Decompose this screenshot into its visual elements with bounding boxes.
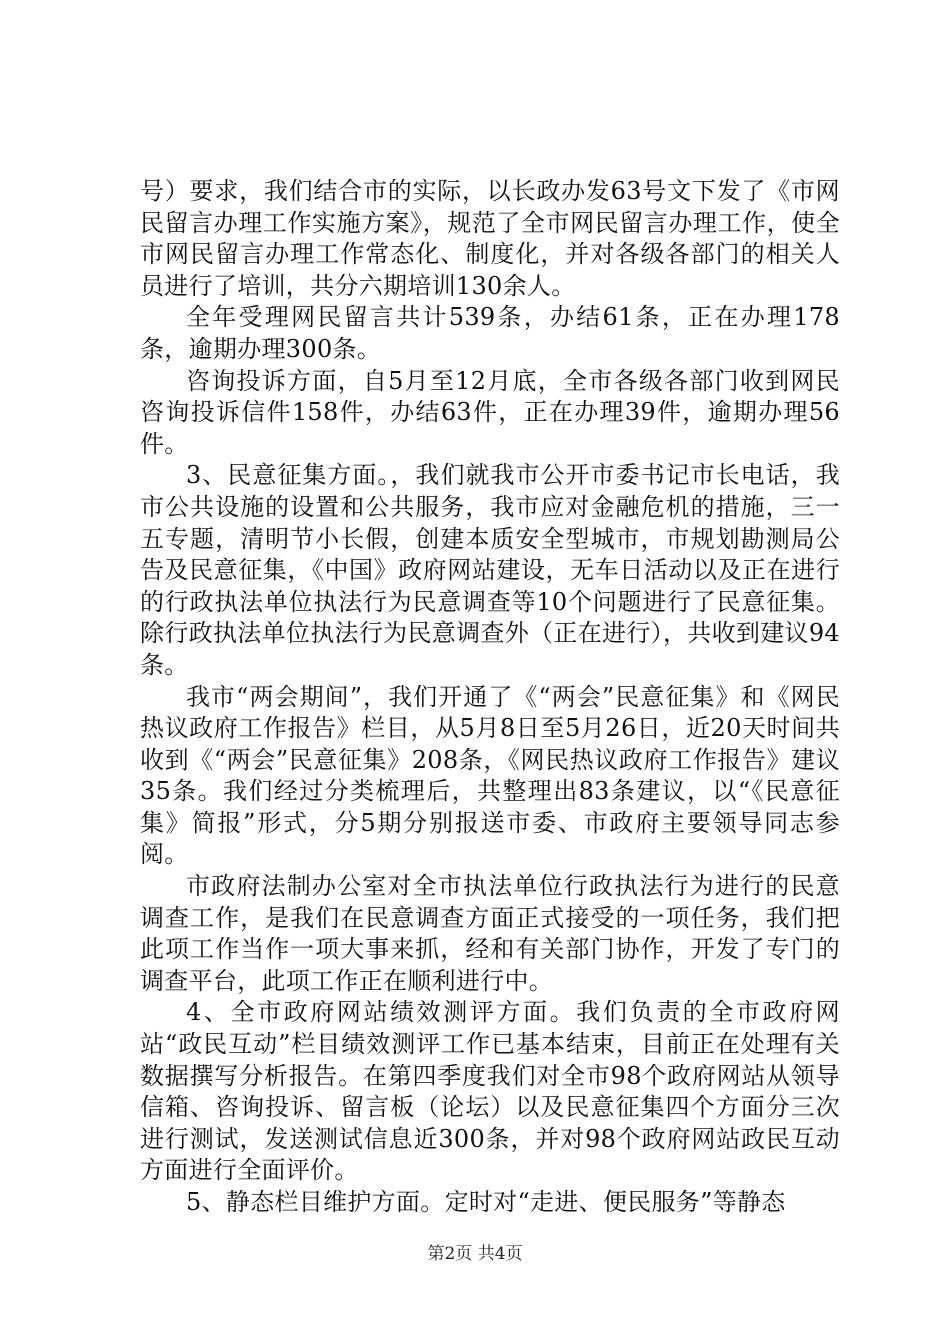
paragraph-2: 全年受理网民留言共计539条，办结61条，正在办理178条，逾期办理300条。 bbox=[140, 303, 840, 363]
paragraph-4: 3、民意征集方面。，我们就我市公开市委书记市长电话，我市公共设施的设置和公共服务，我市应对金融危机的措施，三一五专题，清明节小长假，创建本质安全型城市，市规划勘测局公告及民意征集，《中国》政府网站建设，无车日活动以及正在进行的行政执法单位执法行为民意调查等10个问题进行了民意征集。除行政执法单位执法行为民意调查外（正在进行），共收到建议94条。 bbox=[140, 461, 840, 679]
paragraph-1: 号）要求，我们结合市的实际，以长政办发63号文下发了《市网民留言办理工作实施方案》，规范了全市网民留言办理工作，使全市网民留言办理工作常态化、制度化，并对各级各部门的相关人员进行了培训，共分六期培训130余人。 bbox=[140, 177, 840, 300]
paragraph-6: 市政府法制办公室对全市执法单位行政执法行为进行的民意调查工作，是我们在民意调查方面正式接受的一项任务，我们把此项工作当作一项大事来抓，经和有关部门协作，开发了专门的调查平台，此项工作正在顺利进行中。 bbox=[140, 872, 840, 995]
paragraph-8: 5、静态栏目维护方面。定时对“走进、便民服务”等静态 bbox=[186, 1188, 786, 1216]
paragraph-3: 咨询投诉方面，自5月至12月底，全市各级各部门收到网民咨询投诉信件158件，办结63件，正在办理39件，逾期办理56件。 bbox=[140, 366, 840, 458]
paragraph-5: 我市“两会期间”，我们开通了《“两会”民意征集》和《网民热议政府工作报告》栏目，从5月8日至5月26日，近20天时间共收到《“两会”民意征集》208条，《网民热议政府工作报告》建议35条。我们经过分类梳理后，共整理出83条建议，以“《民意征集》简报”形式，分5期分别报送市委、市政府主要领导同志参阅。 bbox=[140, 682, 840, 869]
document-body bbox=[140, 176, 840, 1219]
page-number-footer: 第2页 共4页 bbox=[427, 1244, 523, 1264]
paragraph-7: 4、全市政府网站绩效测评方面。我们负责的全市政府网站“政民互动”栏目绩效测评工作已基本结束，目前正在处理有关数据撰写分析报告。在第四季度我们对全市98个政府网站从领导信箱、咨询投诉、留言板（论坛）以及民意征集四个方面分三次进行测试，发送测试信息近300条，并对98个政府网站政民互动方面进行全面评价。 bbox=[140, 998, 840, 1185]
